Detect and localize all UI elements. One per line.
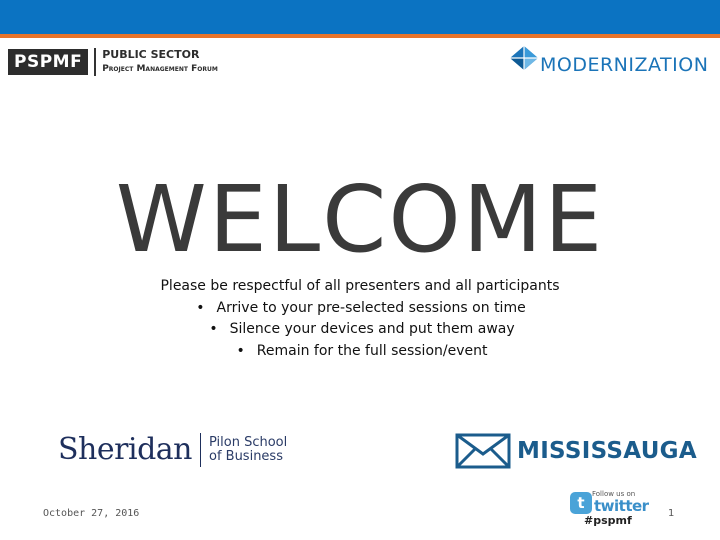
- twitter-bird-icon: t: [570, 492, 592, 514]
- modernization-cube-icon: [508, 44, 540, 78]
- sheridan-divider: [200, 433, 201, 467]
- sheridan-logo: [58, 432, 287, 467]
- page-number: 1: [668, 508, 675, 519]
- twitter-badge: [570, 490, 654, 526]
- twitter-hashtag: #pspmf: [584, 514, 632, 527]
- guideline-item: [0, 319, 720, 341]
- mississauga-logo: [455, 432, 697, 470]
- twitter-follow-text: Follow us on: [592, 490, 636, 498]
- guideline-item: [0, 298, 720, 320]
- twitter-wordmark: twitter: [594, 497, 649, 515]
- pspmf-wordmark: [102, 48, 218, 76]
- guidelines-intro: Please be respectful of all presenters and all participants: [160, 278, 560, 294]
- bullet-marker: •: [209, 321, 218, 337]
- slide-date: October 27, 2016: [43, 508, 140, 519]
- bullet-marker: •: [236, 342, 245, 359]
- pspmf-logo: [8, 48, 218, 76]
- welcome-title: WELCOME: [115, 166, 605, 273]
- pspmf-abbr: PSPMF: [8, 49, 88, 75]
- header-bar-blue: [0, 0, 720, 34]
- guidelines: [0, 276, 720, 362]
- pspmf-divider: [94, 48, 96, 76]
- guideline-text: Arrive to your pre-selected sessions on time: [216, 299, 526, 316]
- pspmf-line2: Project Management Forum: [102, 64, 218, 74]
- guideline-item: [0, 341, 720, 363]
- sheridan-sub-line2: of Business: [208, 448, 283, 464]
- guideline-text: Silence your devices and put them away: [229, 321, 515, 337]
- modernization-logo: [508, 44, 708, 78]
- guideline-text: Remain for the full session/event: [256, 342, 488, 359]
- mississauga-wordmark: MISSISSAUGA: [517, 438, 697, 464]
- modernization-wordmark: MODERNIZATION: [540, 54, 709, 76]
- bullet-marker: •: [196, 299, 205, 316]
- sheridan-name: Sheridan: [58, 432, 192, 467]
- sheridan-school: [209, 436, 287, 464]
- header-bar-orange: [0, 34, 720, 38]
- sheridan-sub-line1: Pilon School: [208, 434, 288, 450]
- pspmf-line1: PUBLIC SECTOR: [102, 48, 200, 61]
- mississauga-m-icon: [455, 432, 511, 470]
